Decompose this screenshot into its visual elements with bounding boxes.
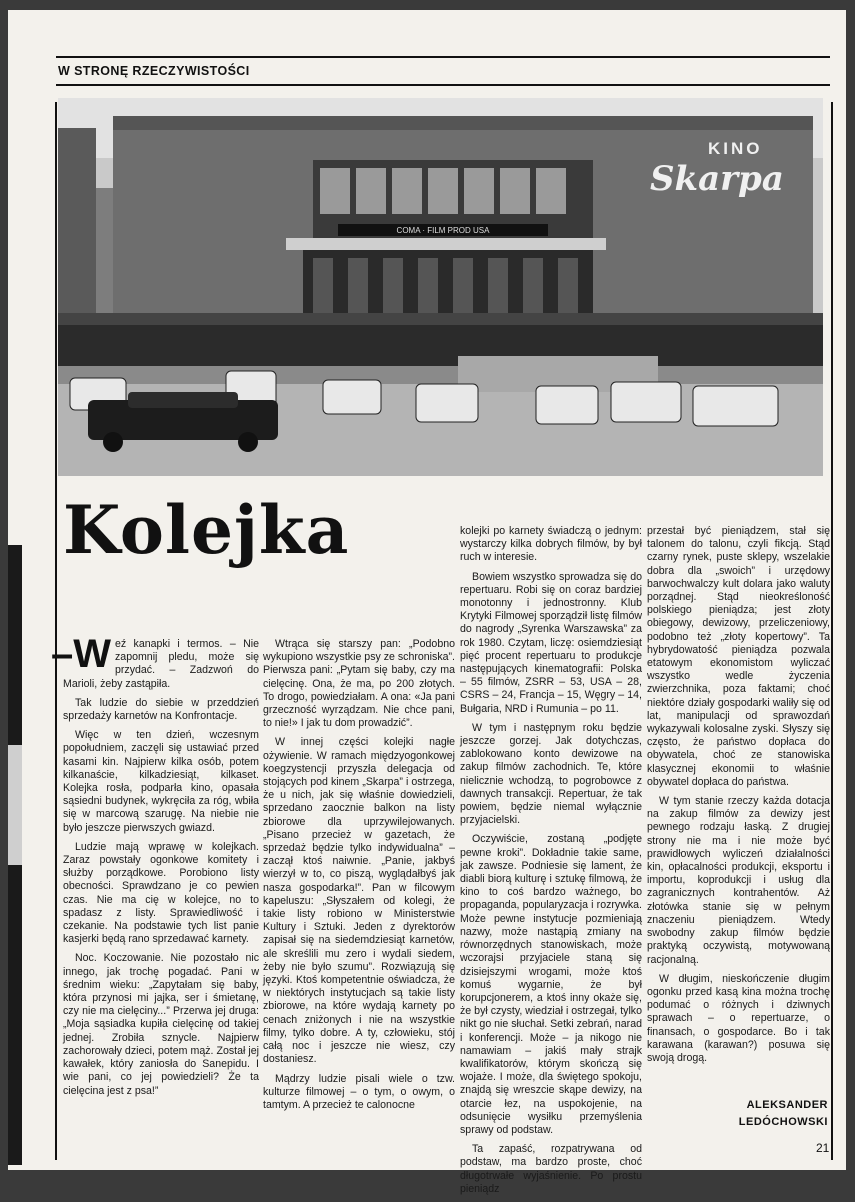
paragraph: Ta zapaść, rozpatrywana od podstaw, ma bardzo proste, choć długotrwałe wyjaśnienie. Po prostu pieniądz — [460, 1143, 642, 1195]
adjacent-page-edge-light — [8, 745, 22, 865]
magazine-page — [8, 10, 846, 1195]
paragraph: kolejki po karnety świadczą o jednym: wystarczy kilka dobrych filmów, by był ruch w interesie. — [460, 525, 642, 564]
author-last-name: LEDÓCHOWSKI — [738, 1116, 828, 1128]
paragraph: W tym i następnym roku będzie jeszcze gorzej. Jak dotychczas, zablokowano konto dewizowe na zakup filmów zachodnich. Te, które nielicznie wchodzą, to pogrobowce z dawnych transakcji. Repertuar, że tak powiem, będzie niemal wyłącznie przyjacielski. — [460, 721, 642, 827]
author-byline — [698, 1097, 828, 1131]
marquee-text: COMA · FILM PROD USA — [396, 226, 490, 235]
paragraph: W tym stanie rzeczy każda dotacja na zakup filmów za dewizy jest pewnego rodzaju łaską. Z drugiej strony nie ma i nie może być prawidłowych wyliczeń działalności kin, opłacalności produkcji, eksportu i importu, koprodukcji i usług dla zagranicznych kontrahentów. Aż złotówka stanie się w pełnym znaczeniu pieniądzem. Wtedy swobodny zakup filmów będzie praktyką oczywistą, motywowaną racjonalną. — [647, 795, 830, 966]
author-first-name: ALEKSANDER — [746, 1099, 828, 1111]
article-title: Kolejka — [63, 491, 350, 569]
cinema-photo-image — [58, 98, 823, 476]
column-2 — [263, 638, 455, 1118]
paragraph: przestał być pieniądzem, stał się talonem do talonu, czyli fikcją. Stąd czarny rynek, puste sklepy, wszelakie dobra dla „swoich” i urzędowy barwochwalczy kult dolara jako waluty porządnej. Stąd nieokreśloność polskiego pieniądza; jest złoty obiegowy, dewizowy, przeliczeniowy, podobno też „złoty kopertowy”. Ta hybrydowatość pieniądza pozwala etatowym ekonomistom wyliczać wszystko wedle życzenia zwierzchnika, poza faktami; choć niektóre działy gospodarki waliły się od lat, manipulacji od sprawozdań wykazywali kolosalne zyski. Słyszy się często, że państwo dopłaca do obywatela, choć ze stanowiska klasycznej ekonomii to właśnie obywatel dopłaca do państwa. — [647, 525, 830, 788]
paragraph — [51, 632, 259, 691]
paragraph: Więc w ten dzień, wczesnym popołudniem, zaczęli się ustawiać przed kasami kin. Najpierw kilka osób, potem kilkanaście, kilkadziesiąt, kilkaset. Kolejka rosła, podparła kino, opasała sąsiedni budynek, wykręciła za róg, wbiła się w marcową szarugę. Na niebie nie było jeszcze pierwszych gwiazd. — [63, 729, 259, 834]
frame-left-rule — [55, 102, 57, 1160]
paragraph: Bowiem wszystko sprowadza się do repertuaru. Robi się on coraz bardziej monotonny i jednostronny. Klub Krytyki Filmowej sporządził listę filmów do nagrody „Syrenka Warszawska” za rok 1980. Czytam, liczę: osiemdziesiąt pięć procent repertuaru to produkcje następujących kinematografii: Polska – 55 filmów, ZSRR – 53, USA – 28, CSRS – 24, Francja – 15, Węgry – 14, Bułgaria, NRD i Rumunia – po 11. — [460, 570, 642, 715]
paragraph: Mądrzy ludzie pisali wiele o tzw. kulturze filmowej – o tym, o owym, o tamtym. A przecież te calonocne — [263, 1072, 455, 1111]
column-4 — [647, 525, 830, 1071]
paragraph: W innej części kolejki nagłe ożywienie. W ramach międzyogonkowej koegzystencji przyszła delegacja od stojących pod kinem „Skarpa” i ostrzega, że u nich, jak się właśnie dowiedzieli, sprzedano zaocznie balkon na listy zbiorowe dla uprzywilejowanych. „Pisano przecież w gazetach, że sprzedaż będzie tylko indywidualna” – zaczął ktoś naiwnie. „Panie, jakbyś wierzył w to, co piszą, wyglądałbyś jak nasza gospodarka!”. Pan w filcowym kapeluszu: „Słyszałem od kolegi, że takie listy robiono w Ministerstwie Kultury i Sztuki. Jeden z dyrektorów zapisał się na siedemdziesiąt karnetów, ale skreślili mu zero i wydali siedem, żeby nie było szumu”. Rozwiązują się języki. Ktoś kompetentnie oświadcza, że w niektórych instytucjach są takie listy zbiorowe, na które wydają karnety po cenach zniżonych i nie na wszystkie filmy, tylko dobre. A ty, człowieku, stój całą noc i jeszcze nie wiesz, czy dostaniesz. — [263, 736, 455, 1066]
column-3 — [460, 525, 642, 1202]
page-number: 21 — [816, 1141, 830, 1155]
frame-right-rule — [831, 102, 833, 1160]
paragraph: Ludzie mają wprawę w kolejkach. Zaraz powstały ogonkowe komitety i służby porządkowe. Porobiono listy obecności. Sprawdzano je co pewien czas. Nie ma cię w kolejce, no to spadasz z listy. Sprawiedliwość i czekanie. Na podstawie tych list panie kasjerki będą rano sprzedawać karnety. — [63, 840, 259, 946]
drop-cap: –W — [51, 632, 111, 676]
top-rule — [56, 56, 830, 58]
skarpa-sign: Skarpa — [650, 159, 784, 199]
paragraph: Oczywiście, zostaną „podjęte pewne kroki”. Dokładnie takie same, jak zawsze. Podniesie się lament, że diabli biorą kulturę i sztukę filmową, że kino to coś bardzo ważnego, bo propaganda, popularyzacja i rozrywka. Może pewne instytucje pozmieniają nazwy, może nastąpią zmiany na równorzędnych stanowiskach, może wczorajsi przyjaciele staną się dzisiejszymi wrogami, może ktoś komuś wygarnie, że był korupcjonerem, a ktoś inny okaże się, że był czysty, wiedział i ostrzegał, tylko nikt go nie słuchał. Setki zebrań, narad i konferencji. Może – ja nikogo nie namawiam – jakiś mały strajk kwalifikatorów, którym skończą się wojaże. I może, dla świętego spokoju, znajdą się wreszcie skąpe dewizy, na otarcie łez, na uspokojenie, na odsunięcie wysiłku przemyślenia sprawy od podstaw. — [460, 833, 642, 1136]
cinema-photo — [58, 98, 823, 476]
paragraph: Tak ludzie do siebie w przeddzień sprzedaży karnetów na Konfrontacje. — [63, 696, 259, 723]
section-header: W STRONĘ RZECZYWISTOŚCI — [58, 64, 250, 78]
kino-sign: KINO — [708, 139, 763, 158]
column-1 — [51, 632, 259, 1104]
paragraph: Noc. Koczowanie. Nie pozostało nic innego, jak trochę pogadać. Pani w średnim wieku: „Zapytałam się baby, która przynosi mi jajka, ser i śmietanę, czy nie ma cielęciny...” Przerwa jej druga: „Moja sąsiadka kupiła cielęcinę od takiej jednej. Zrobiła sznycle. Najpierw zachorowały dzieci, potem mąż. Został jej kawałek, który zaniosła do Sanepidu. I wie pani, co jej powiedzieli? Że ta cielęcina jest z psa!” — [63, 952, 259, 1097]
paragraph: W długim, nieskończenie długim ogonku przed kasą kina można trochę podumać o różnych i dziwnych sprawach – o repertuarze, o finansach, o gospodarce. Bo i tak karawana (karawan?) posuwa się swoją drogą. — [647, 972, 830, 1064]
paragraph: Wtrąca się starszy pan: „Podobno wykupiono wszystkie psy ze schroniska”. Pierwsza pani: „Pytam się baby, czy ma cielęcinę. Ona, że ma, po 200 złotych. To drogo, powiedziałam. A ona: «Ja pani grzeczność wyrządzam. Nie chce pani, to nie!» I jak tu dom prowadzić”. — [263, 638, 455, 730]
header-rule — [56, 84, 830, 86]
paragraph-text: eź kanapki i termos. – Nie zapomnij pledu, może się przydać. – Zadzwoń do Marioli, żeby zastąpiła. — [63, 638, 259, 690]
